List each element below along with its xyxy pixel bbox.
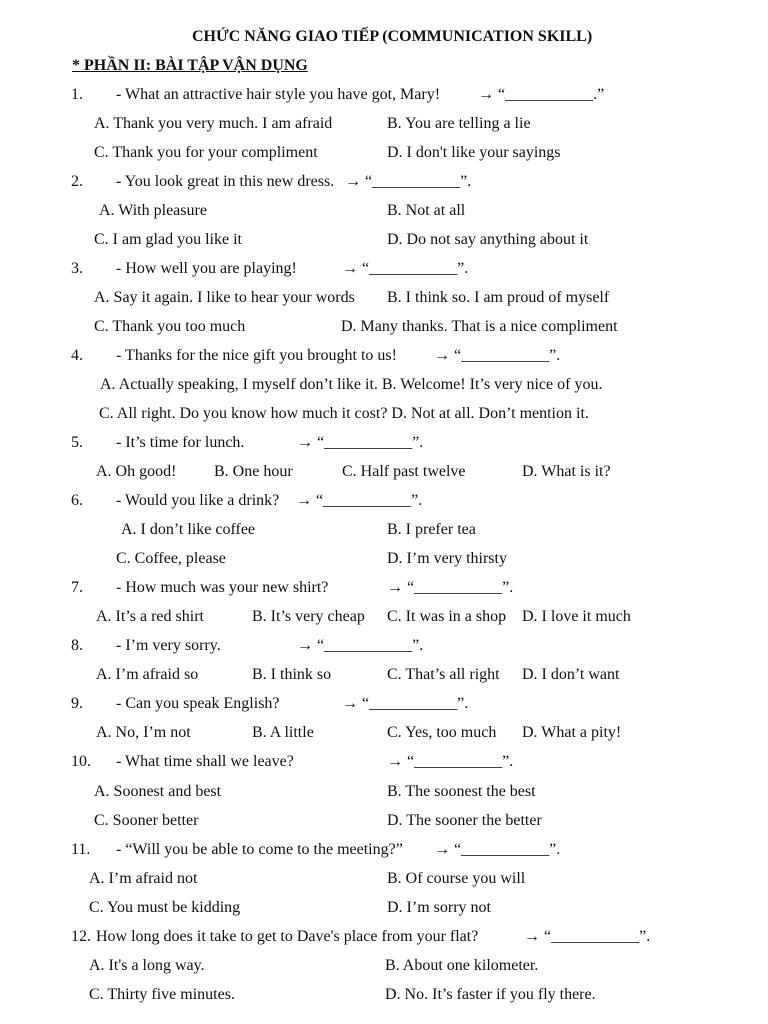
question-prompt: How long does it take to get to Dave's place from your flat? bbox=[96, 928, 479, 945]
option-b: B. Of course you will bbox=[387, 870, 526, 887]
section-heading: * PHẦN II: BÀI TẬP VẬN DỤNG bbox=[72, 57, 308, 74]
option-c: C. Thank you for your compliment bbox=[94, 144, 318, 161]
option-c: C. Coffee, please bbox=[116, 550, 226, 567]
question-prompt: - How well you are playing! bbox=[116, 260, 297, 277]
option-a: A. Oh good! bbox=[96, 463, 177, 480]
option-c: C. I am glad you like it bbox=[94, 231, 242, 248]
option-c: C. Half past twelve bbox=[342, 463, 466, 480]
option-a: A. It's a long way. bbox=[89, 957, 205, 974]
question-number: 8. bbox=[71, 637, 83, 654]
answer-blank: → “___________.” bbox=[478, 86, 605, 103]
option-a: A. I’m afraid so bbox=[96, 666, 199, 683]
question-prompt: - I’m very sorry. bbox=[116, 637, 221, 654]
option-c: C. That’s all right bbox=[387, 666, 500, 683]
option-b: B. One hour bbox=[214, 463, 293, 480]
option-b: B. Not at all bbox=[387, 202, 466, 219]
option-d: D. Do not say anything about it bbox=[387, 231, 589, 248]
option-b: B. I think so. I am proud of myself bbox=[387, 289, 610, 306]
answer-blank: → “___________”. bbox=[524, 928, 651, 945]
question-number: 4. bbox=[71, 347, 83, 364]
question-number: 2. bbox=[71, 173, 83, 190]
answer-blank: → “___________”. bbox=[297, 434, 424, 451]
question-number: 1. bbox=[71, 86, 83, 103]
answer-blank: → “___________”. bbox=[296, 492, 423, 509]
answer-blank: → “___________”. bbox=[387, 753, 514, 770]
option-b: B. About one kilometer. bbox=[385, 957, 539, 974]
question-prompt: - It’s time for lunch. bbox=[116, 434, 245, 451]
option-c: C. It was in a shop bbox=[387, 608, 507, 625]
option-d: D. I don't like your sayings bbox=[387, 144, 561, 161]
option-c: C. Thank you too much bbox=[94, 318, 246, 335]
option-c: C. Thirty five minutes. bbox=[89, 986, 235, 1003]
option-a: A. Thank you very much. I am afraid bbox=[94, 115, 333, 132]
option-d: D. What a pity! bbox=[522, 724, 622, 741]
option-b: B. You are telling a lie bbox=[387, 115, 531, 132]
option-a: A. No, I’m not bbox=[96, 724, 191, 741]
question-number: 3. bbox=[71, 260, 83, 277]
option-d: D. What is it? bbox=[522, 463, 611, 480]
question-prompt: - “Will you be able to come to the meeting?” bbox=[116, 841, 403, 858]
option-d: D. No. It’s faster if you fly there. bbox=[385, 986, 596, 1003]
question-prompt: - Thanks for the nice gift you brought to us! bbox=[116, 347, 397, 364]
option-line-ab: A. Actually speaking, I myself don’t like it. B. Welcome! It’s very nice of you. bbox=[100, 376, 603, 393]
answer-blank: → “___________”. bbox=[297, 637, 424, 654]
option-c: C. You must be kidding bbox=[89, 899, 241, 916]
option-d: D. Many thanks. That is a nice compliment bbox=[341, 318, 618, 335]
question-prompt: - What an attractive hair style you have got, Mary! bbox=[116, 86, 441, 103]
option-line-cd: C. All right. Do you know how much it cost? D. Not at all. Don’t mention it. bbox=[99, 405, 589, 422]
option-c: C. Yes, too much bbox=[387, 724, 497, 741]
option-b: B. I prefer tea bbox=[387, 521, 476, 538]
option-b: B. It’s very cheap bbox=[252, 608, 365, 625]
question-prompt: - Would you like a drink? bbox=[116, 492, 280, 509]
option-a: A. Say it again. I like to hear your words bbox=[94, 289, 355, 306]
option-a: A. I’m afraid not bbox=[89, 870, 198, 887]
question-number: 7. bbox=[71, 579, 83, 596]
question-prompt: - How much was your new shirt? bbox=[116, 579, 329, 596]
answer-blank: → “___________”. bbox=[434, 347, 561, 364]
question-prompt: - What time shall we leave? bbox=[116, 753, 294, 770]
question-prompt: - Can you speak English? bbox=[116, 695, 280, 712]
option-b: B. A little bbox=[252, 724, 314, 741]
question-number: 5. bbox=[71, 434, 83, 451]
answer-blank: → “___________”. bbox=[434, 841, 561, 858]
option-d: D. I’m very thirsty bbox=[387, 550, 507, 567]
option-d: D. The sooner the better bbox=[387, 812, 542, 829]
option-d: D. I don’t want bbox=[522, 666, 620, 683]
question-number: 11. bbox=[71, 841, 91, 858]
option-d: D. I love it much bbox=[522, 608, 631, 625]
option-a: A. I don’t like coffee bbox=[121, 521, 256, 538]
answer-blank: → “___________”. bbox=[342, 695, 469, 712]
option-a: A. With pleasure bbox=[99, 202, 207, 219]
question-prompt: - You look great in this new dress. bbox=[116, 173, 335, 190]
answer-blank: → “___________”. bbox=[387, 579, 514, 596]
question-number: 9. bbox=[71, 695, 83, 712]
option-a: A. Soonest and best bbox=[94, 783, 222, 800]
page-title: CHỨC NĂNG GIAO TIẾP (COMMUNICATION SKILL) bbox=[192, 28, 593, 45]
option-b: B. I think so bbox=[252, 666, 332, 683]
option-c: C. Sooner better bbox=[94, 812, 199, 829]
question-number: 10. bbox=[71, 753, 91, 770]
option-d: D. I’m sorry not bbox=[387, 899, 491, 916]
answer-blank: → “___________”. bbox=[345, 173, 472, 190]
option-b: B. The soonest the best bbox=[387, 783, 536, 800]
answer-blank: → “___________”. bbox=[342, 260, 469, 277]
option-a: A. It’s a red shirt bbox=[96, 608, 204, 625]
question-number: 12. bbox=[71, 928, 91, 945]
question-number: 6. bbox=[71, 492, 83, 509]
